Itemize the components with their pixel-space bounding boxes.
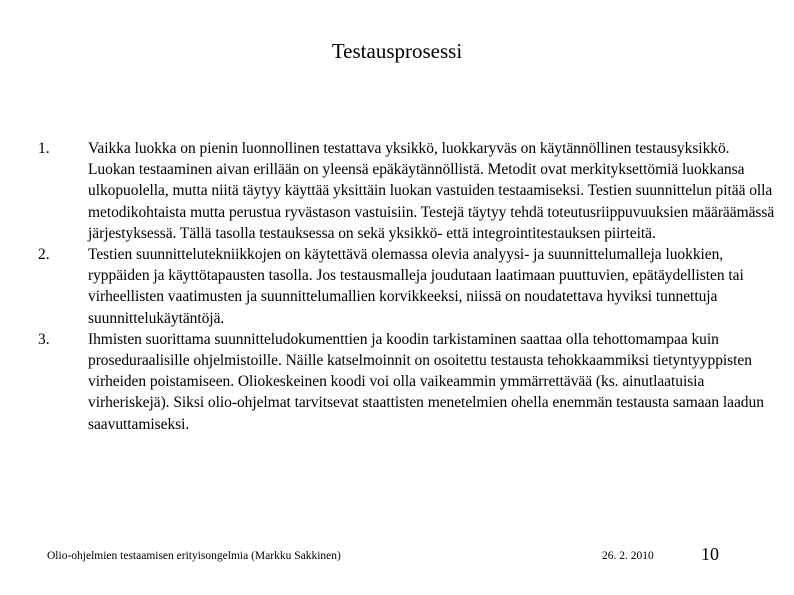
footer-caption: Olio-ohjelmien testaamisen erityisongelmia (Markku Sakkinen) xyxy=(47,550,341,562)
page-number: 10 xyxy=(701,544,719,564)
slide-title: Testausprosessi xyxy=(331,39,463,63)
list-item xyxy=(38,244,778,329)
list-item xyxy=(38,138,778,244)
list-item-text: Testien suunnittelutekniikkojen on käytettävä olemassa olevia analyysi- ja suunnittelumalleja luokkien, ryppäiden ja käyttötapausten tasolla. Jos testausmalleja joudutaan laatimaan puuttuvien, epätäydellisten tai virheellisten vaatimusten ja suunnittelumallien korvikkeeksi, niissä on noudatettava hyviksi tunnettuja suunnittelukäytäntöjä. xyxy=(88,246,744,327)
footer-date: 26. 2. 2010 xyxy=(602,550,654,562)
list-item-text: Ihmisten suorittama suunnitteludokumenttien ja koodin tarkistaminen saattaa olla tehottomampaa kuin proseduraalisille ohjelmistoille. Näille katselmoinnit on osoitettu testausta tehokkaammiksi tietyntyyppisten virheiden poistamiseen. Oliokeskeinen koodi voi olla vaikeammin ymmärrettävää (ks. ainutlaatuisia virheriskejä). Siksi olio-ohjelmat tarvitsevat staattisten menetelmien ohella enemmän testausta samaan laadun saavuttamiseksi. xyxy=(88,330,764,433)
list-item-number: 2. xyxy=(38,246,50,264)
list-item xyxy=(38,329,778,435)
list-item-text: Vaikka luokka on pienin luonnollinen testattava yksikkö, luokkaryväs on käytännöllinen testausyksikkö. Luokan testaaminen aivan erillään on yleensä epäkäytännöllistä. Metodit ovat merkityksettömiä luokkansa ulkopuolella, mutta niitä täytyy käyttää yksittäin luokan vastuiden testaamiseksi. Testien suunnittelun pitää olla metodikohtaista mutta perustua ryvästason vastuisiin. Testejä täytyy tehdä toteutusriippuvuuksien määräämässä järjestyksessä. Tällä tasolla testauksessa on sekä yksikkö- että integrointitestauksen piirteitä. xyxy=(88,140,775,242)
list-item-number: 1. xyxy=(38,140,50,157)
list-item-number: 3. xyxy=(38,330,50,348)
numbered-list xyxy=(38,138,778,435)
